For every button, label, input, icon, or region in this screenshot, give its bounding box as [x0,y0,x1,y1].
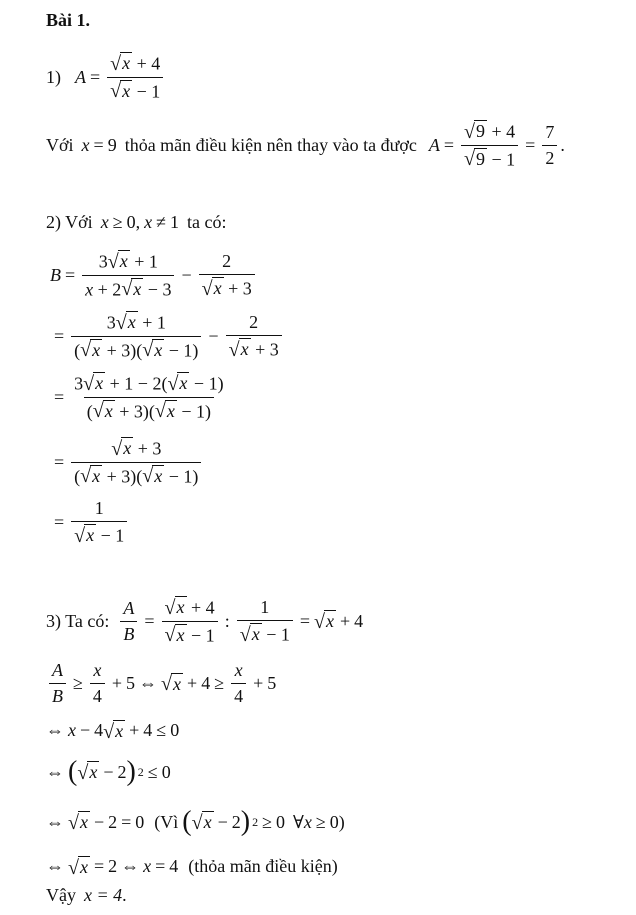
part1-label: 1) [46,66,61,87]
B-step-4: = √ x + 3 ( √ x + 3)( √ x − 1) [50,437,204,487]
B-step-3: = 3 √ x + 1 − 2( √ x − 1) ( √ x + 3)( √ x − 1) [54,372,224,423]
part2-label: 2) Với [46,212,93,232]
part3-step-2: ⇔ ( √ x − 2 ) 2 ≤ 0 [46,756,171,787]
title-text: Bài 1. [46,10,91,30]
part3-step-4: ⇔ √ x = 2 ⇔ x = 4 (thỏa mãn điều kiện) [46,856,338,879]
exercise-title [46,10,90,31]
text-voi: Với [46,134,74,155]
result-numerator: 7 [545,121,555,142]
part3-step-3: ⇔ √ x − 2 = 0 (Vì ( √ x − 2 ) 2 ≥ 0 ∀ x ≥ 0) [46,806,345,837]
text-ta-co: ta có: [186,212,227,232]
result-denominator: 2 [542,145,557,169]
part1-substitution: Với x = 9 thỏa mãn điều kiện nên thay vào ta được A = √ 9 + 4 √ 9 − 1 = $\frac{7}{2}$ . [46,120,565,171]
part3-inequality: $\frac{A}{B}$ ≥ $\frac{x}{4}$ + 5 ⇔ √ x + 4 ≥ $\frac{x}{4}$ + 5 [46,660,276,707]
text-statement: thỏa mãn điều kiện nên thay vào ta được [124,134,417,155]
B-step-2: = 3 √ x + 1 ( √ x + 3)( √ x − 1) − 2 √ x + 3 [50,311,285,361]
fraction-result [542,122,557,169]
fraction-A: √ x + 4 √ x − 1 [107,52,163,102]
text-vay: Vậy [46,885,76,905]
text-vi: (Vì [154,811,179,832]
part3-step-1: ⇔ x − 4 √ x + 4 ≤ 0 [46,720,180,743]
B-step-1: B = 3 √ x + 1 x + 2 √ x − 3 − 2 √ x + 3 [50,250,258,300]
text-satisfy: (thỏa mãn điều kiện) [188,856,338,877]
part2-condition: 2) Với x ≥ 0, x ≠ 1 ta có: [46,212,227,232]
B-step-5: = 1 √ x − 1 [50,498,130,547]
part3-conclusion: Vậy x = 4 . [46,885,127,905]
part1-definition: 1) A = √ x + 4 √ x − 1 [46,52,166,102]
conclusion-value: x = 4 [84,885,123,905]
part3-ratio: 3) Ta có: $\frac{A}{B}$ = √ x + 4 √ x − 1 : 1 √ x − 1 = √ x + 4 [46,596,364,647]
part3-label: 3) Ta có: [46,610,110,631]
fraction-A-at-9: √ 9 + 4 √ 9 − 1 [461,120,518,170]
